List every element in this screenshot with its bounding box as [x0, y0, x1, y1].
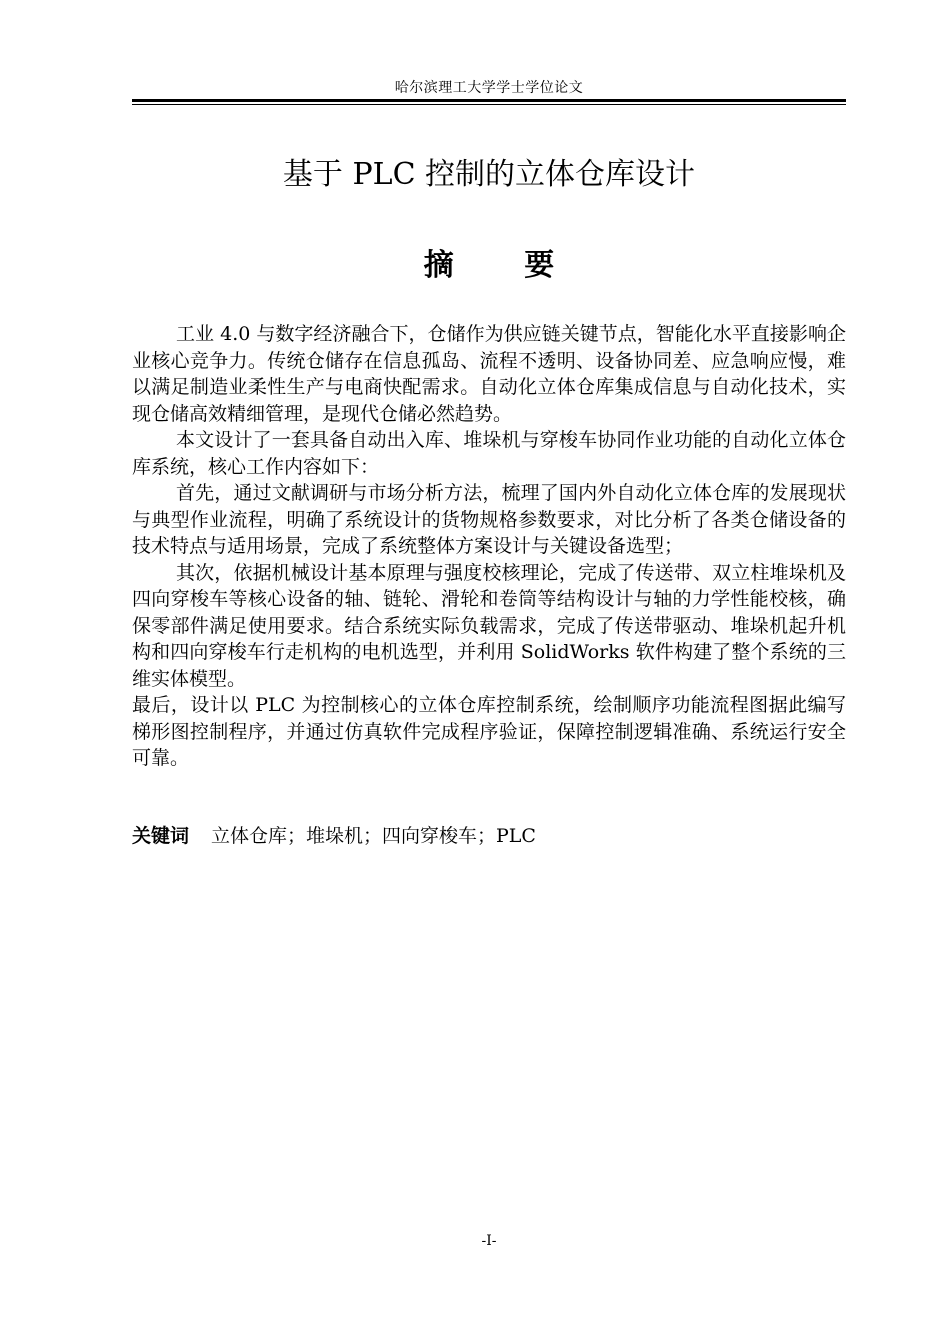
abstract-paragraph-4: 其次，依据机械设计基本原理与强度校核理论，完成了传送带、双立柱堆垛机及四向穿梭车等核心设备的轴、链轮、滑轮和卷筒等结构设计与轴的力学性能校核，确保零部件满足使用要求。结合系统实际负载需求，完成了传送带驱动、堆垛机起升机构和四向穿梭车行走机构的电机选型，并利用 SolidWorks 软件构建了整个系统的三维实体模型。 — [132, 561, 846, 690]
keywords-text: 立体仓库；堆垛机；四向穿梭车；PLC — [211, 825, 536, 847]
abstract-body — [132, 321, 846, 772]
keywords-label: 关键词 — [132, 825, 190, 847]
keywords-line — [132, 822, 846, 850]
abstract-paragraph-5: 最后，设计以 PLC 为控制核心的立体仓库控制系统，绘制顺序功能流程图据此编写梯形图控制程序，并通过仿真软件完成程序验证，保障控制逻辑准确、系统运行安全可靠。 — [132, 694, 846, 769]
abstract-heading: 摘 要 — [423, 248, 585, 283]
document-title: 基于 PLC 控制的立体仓库设计 — [282, 157, 696, 192]
abstract-paragraph-3: 首先，通过文献调研与市场分析方法，梳理了国内外自动化立体仓库的发展现状与典型作业流程，明确了系统设计的货物规格参数要求，对比分析了各类仓储设备的技术特点与适用场景，完成了系统整体方案设计与关键设备选型； — [132, 482, 846, 557]
running-header: 哈尔滨理工大学学士学位论文 — [394, 80, 584, 96]
page-number: -I- — [481, 1233, 497, 1249]
header-rule-thin — [132, 104, 846, 105]
abstract-paragraph-2: 本文设计了一套具备自动出入库、堆垛机与穿梭车协同作业功能的自动化立体仓库系统，核心工作内容如下： — [132, 429, 846, 478]
header-rule-thick — [132, 99, 846, 102]
abstract-paragraph-1: 工业 4.0 与数字经济融合下，仓储作为供应链关键节点，智能化水平直接影响企业核心竞争力。传统仓储存在信息孤岛、流程不透明、设备协同差、应急响应慢，难以满足制造业柔性生产与电商快配需求。自动化立体仓库集成信息与自动化技术，实现仓储高效精细管理，是现代仓储必然趋势。 — [132, 323, 846, 425]
